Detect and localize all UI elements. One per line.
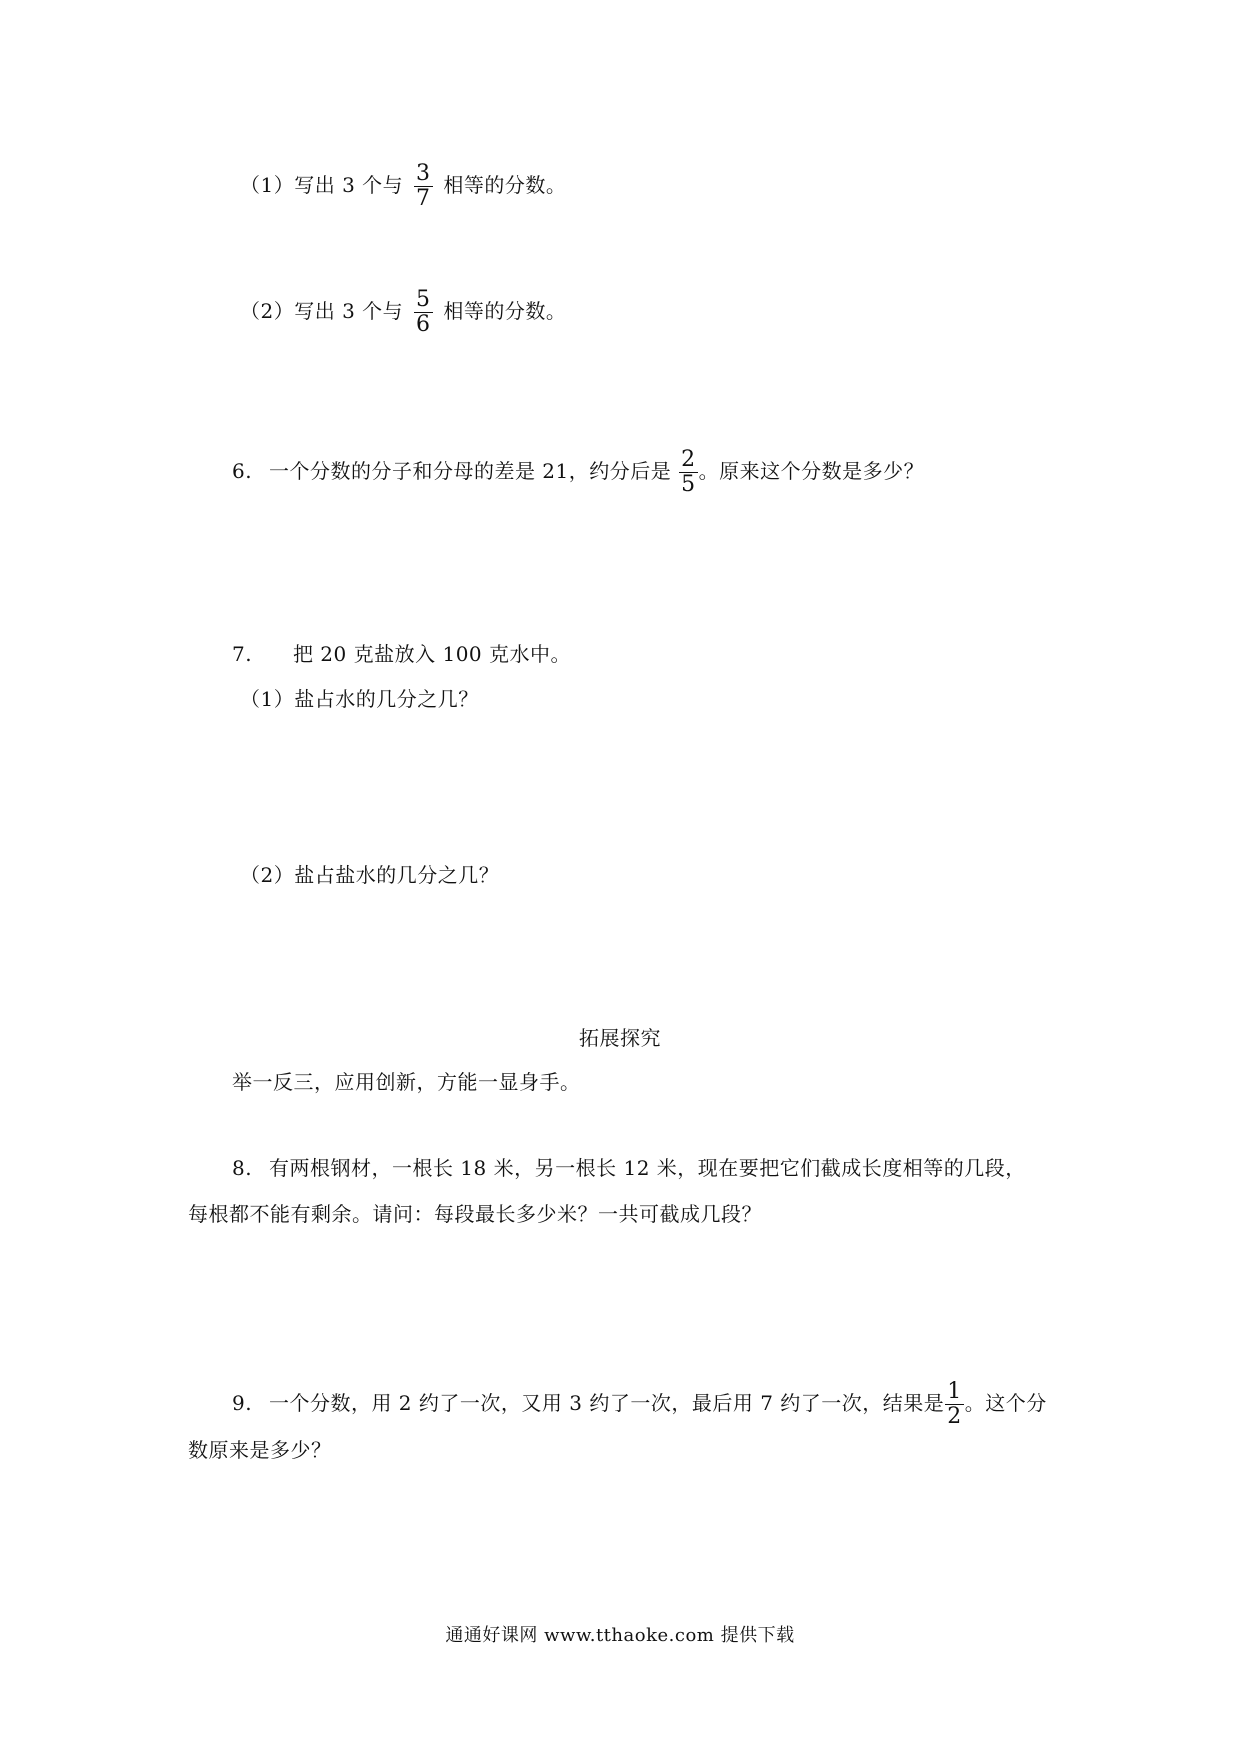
q6-text: 一个分数的分子和分母的差是 21，约分后是 <box>268 459 672 483</box>
q9-after: 。这个分 <box>964 1391 1047 1415</box>
q6-after: 。原来这个分数是多少？ <box>698 459 925 483</box>
question-8-line2: 每根都不能有剩余。请问：每段最长多少米？一共可截成几段？ <box>188 1202 762 1226</box>
question-6 <box>232 448 924 497</box>
fraction: $\frac{3}{7}$ <box>416 161 431 211</box>
q9-number: 9. <box>232 1391 253 1415</box>
q8-number: 8. <box>232 1156 253 1180</box>
q9-line1-text: 一个分数，用 2 约了一次，又用 3 约了一次，最后用 7 约了一次，结果是 <box>268 1391 945 1415</box>
section-title: 拓展探究 <box>579 1026 661 1050</box>
question-9-line1 <box>232 1380 1047 1429</box>
q5-part1 <box>240 162 566 211</box>
question-7 <box>232 640 571 668</box>
q7-part1: （1）盐占水的几分之几？ <box>240 687 479 711</box>
q7-number: 7. <box>232 642 253 666</box>
fraction: $\frac{5}{6}$ <box>416 287 431 337</box>
q6-number: 6. <box>232 459 253 483</box>
q5-part2-after: 相等的分数。 <box>443 299 567 323</box>
q5-part1-label: （1）写出 3 个与 <box>240 173 404 197</box>
question-8-line1 <box>232 1154 1026 1182</box>
q7-text: 把 20 克盐放入 100 克水中。 <box>292 642 572 666</box>
fraction: $\frac{1}{2}$ <box>947 1379 962 1429</box>
q5-part2-label: （2）写出 3 个与 <box>240 299 404 323</box>
q5-part1-after: 相等的分数。 <box>443 173 567 197</box>
section-intro: 举一反三，应用创新，方能一显身手。 <box>232 1070 581 1094</box>
q5-part2 <box>240 288 566 337</box>
question-9-line2: 数原来是多少？ <box>188 1438 332 1462</box>
footer: 通通好课网 www.tthaoke.com 提供下载 <box>445 1625 795 1646</box>
fraction: $\frac{2}{5}$ <box>681 447 696 497</box>
q7-part2: （2）盐占盐水的几分之几？ <box>240 863 500 887</box>
q8-line1-text: 有两根钢材，一根长 18 米，另一根长 12 米，现在要把它们截成长度相等的几段， <box>268 1156 1026 1180</box>
